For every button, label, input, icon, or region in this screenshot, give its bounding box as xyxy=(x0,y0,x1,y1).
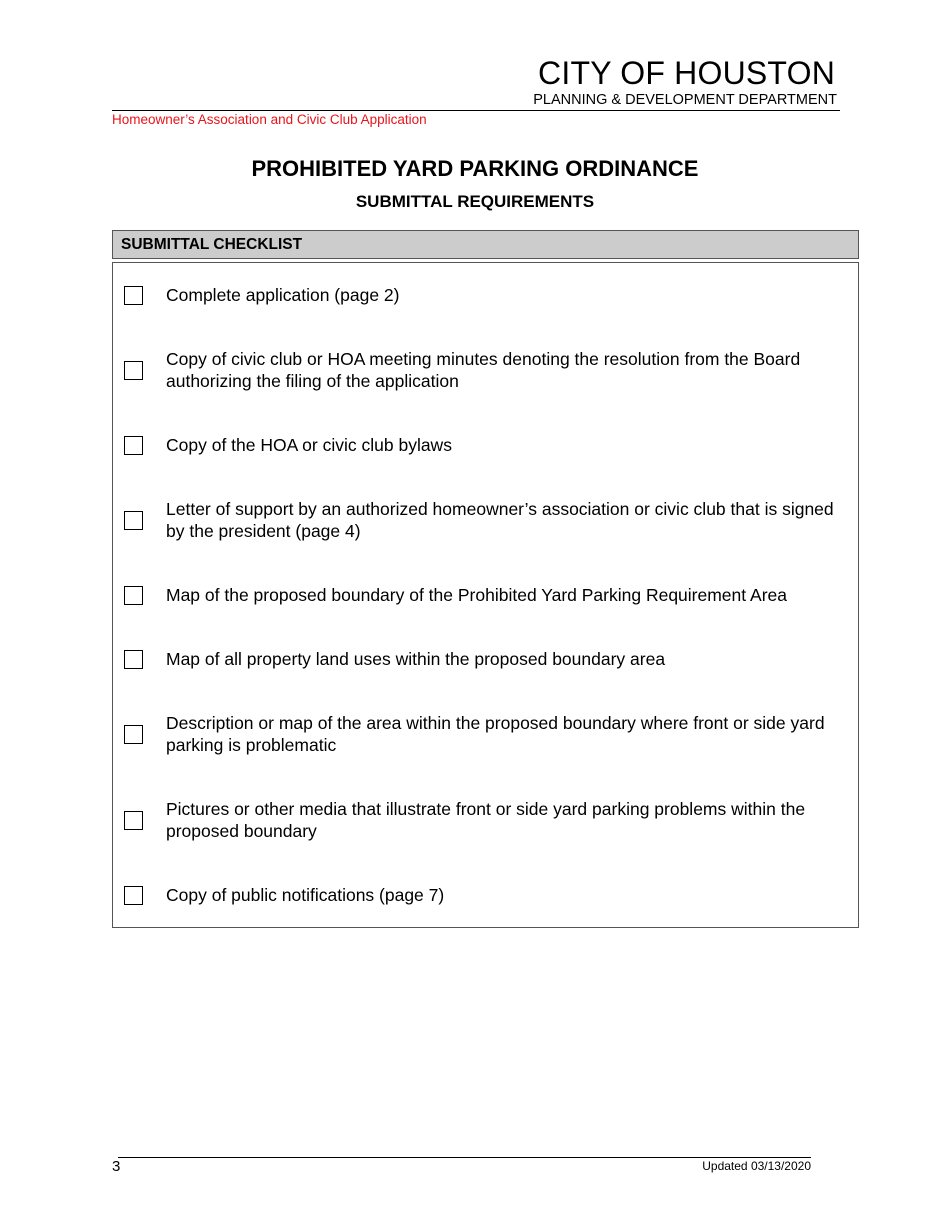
document-subtitle: SUBMITTAL REQUIREMENTS xyxy=(355,192,595,211)
application-name: Homeowner’s Association and Civic Club Application xyxy=(112,112,427,127)
checkbox[interactable] xyxy=(124,811,143,830)
checkbox[interactable] xyxy=(124,286,143,305)
department-title: PLANNING & DEVELOPMENT DEPARTMENT xyxy=(533,92,837,108)
checkbox[interactable] xyxy=(124,436,143,455)
updated-date: Updated 03/13/2020 xyxy=(702,1159,811,1173)
checkbox[interactable] xyxy=(124,586,143,605)
checklist-item-label: Description or map of the area within the proposed boundary where front or side yard parking is problematic xyxy=(166,713,825,755)
checklist-item-label: Copy of civic club or HOA meeting minutes denoting the resolution from the Board authorizing the filing of the application xyxy=(166,349,801,391)
checkbox[interactable] xyxy=(124,650,143,669)
checklist-item-label: Copy of the HOA or civic club bylaws xyxy=(166,435,452,455)
checklist-heading: SUBMITTAL CHECKLIST xyxy=(121,236,303,253)
header-divider xyxy=(112,110,840,111)
checklist-item-label: Letter of support by an authorized homeowner’s association or civic club that is signed by the president (page 4) xyxy=(166,499,834,541)
organization-title: CITY OF HOUSTON xyxy=(538,55,835,91)
page-number: 3 xyxy=(112,1158,121,1175)
checkbox[interactable] xyxy=(124,361,143,380)
checklist-item-label: Copy of public notifications (page 7) xyxy=(166,885,445,905)
checklist-item-label: Map of the proposed boundary of the Prohibited Yard Parking Requirement Area xyxy=(166,585,787,605)
document-title: PROHIBITED YARD PARKING ORDINANCE xyxy=(251,156,699,181)
checklist-item-label: Complete application (page 2) xyxy=(166,285,400,305)
checkbox[interactable] xyxy=(124,886,143,905)
checkbox[interactable] xyxy=(124,725,143,744)
checklist-item-label: Pictures or other media that illustrate front or side yard parking problems within the proposed boundary xyxy=(166,799,806,841)
checklist-item-label: Map of all property land uses within the proposed boundary area xyxy=(166,649,666,669)
checklist-box xyxy=(112,262,859,928)
footer-divider xyxy=(118,1157,811,1158)
checklist-header xyxy=(112,230,859,259)
checkbox[interactable] xyxy=(124,511,143,530)
